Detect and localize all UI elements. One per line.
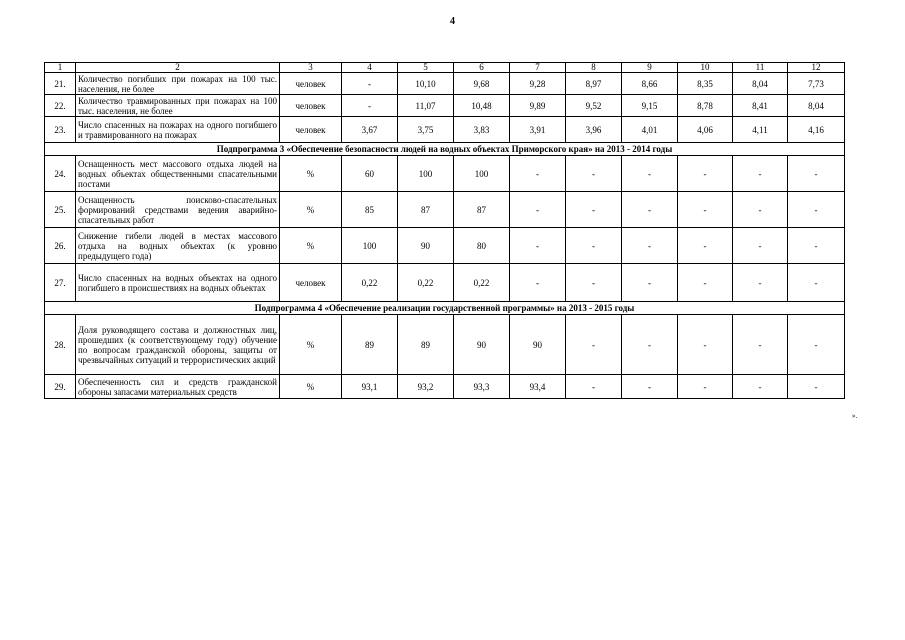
column-header: 12 <box>788 63 845 73</box>
value-cell: 89 <box>398 315 454 375</box>
value-cell: - <box>566 156 622 192</box>
value-cell: - <box>678 192 733 228</box>
value-cell: 100 <box>342 228 398 264</box>
unit-cell: % <box>280 228 342 264</box>
table-row <box>45 375 845 399</box>
table-row <box>45 228 845 264</box>
value-cell: - <box>678 228 733 264</box>
indicator-name: Количество погибших при пожарах на 100 тыс. населения, не более <box>76 73 280 95</box>
value-cell: 8,41 <box>733 95 788 117</box>
value-cell: - <box>622 264 678 302</box>
value-cell: 87 <box>398 192 454 228</box>
value-cell: 8,78 <box>678 95 733 117</box>
value-cell: 3,91 <box>510 117 566 143</box>
value-cell: - <box>622 315 678 375</box>
value-cell: - <box>733 228 788 264</box>
table-row <box>45 117 845 143</box>
indicator-name: Число спасенных на пожарах на одного погибшего и травмированного на пожарах <box>76 117 280 143</box>
value-cell: 100 <box>454 156 510 192</box>
value-cell: - <box>788 228 845 264</box>
unit-cell: % <box>280 156 342 192</box>
value-cell: 89 <box>342 315 398 375</box>
value-cell: - <box>678 315 733 375</box>
value-cell: 0,22 <box>342 264 398 302</box>
indicator-name: Оснащенность поисково-спасательных формирований средствами ведения аварийно-спасательных работ <box>76 192 280 228</box>
value-cell: - <box>788 264 845 302</box>
row-number: 22. <box>45 95 76 117</box>
value-cell: 0,22 <box>454 264 510 302</box>
page-number: 4 <box>450 16 455 27</box>
value-cell: 100 <box>398 156 454 192</box>
value-cell: - <box>622 156 678 192</box>
value-cell: 4,06 <box>678 117 733 143</box>
value-cell: - <box>566 264 622 302</box>
row-number: 27. <box>45 264 76 302</box>
value-cell: 4,11 <box>733 117 788 143</box>
row-number: 29. <box>45 375 76 399</box>
value-cell: - <box>566 375 622 399</box>
column-header: 11 <box>733 63 788 73</box>
value-cell: - <box>566 315 622 375</box>
column-header: 10 <box>678 63 733 73</box>
value-cell: 9,52 <box>566 95 622 117</box>
value-cell: - <box>342 73 398 95</box>
value-cell: - <box>733 156 788 192</box>
value-cell: - <box>510 156 566 192</box>
table-row <box>45 315 845 375</box>
table-row <box>45 156 845 192</box>
value-cell: 8,35 <box>678 73 733 95</box>
value-cell: - <box>733 375 788 399</box>
value-cell: 85 <box>342 192 398 228</box>
column-header: 2 <box>76 63 280 73</box>
value-cell: - <box>678 264 733 302</box>
value-cell: - <box>678 375 733 399</box>
unit-cell: % <box>280 375 342 399</box>
column-header: 8 <box>566 63 622 73</box>
unit-cell: % <box>280 315 342 375</box>
subprogram-title: Подпрограмма 3 «Обеспечение безопасности людей на водных объектах Приморского края» на 2013 - 2014 годы <box>45 143 845 156</box>
indicator-name: Оснащенность мест массового отдыха людей на водных объектах общественными спасательными постами <box>76 156 280 192</box>
value-cell: 87 <box>454 192 510 228</box>
value-cell: 93,4 <box>510 375 566 399</box>
value-cell: 10,48 <box>454 95 510 117</box>
value-cell: 10,10 <box>398 73 454 95</box>
column-header-row <box>45 63 845 73</box>
value-cell: 8,04 <box>733 73 788 95</box>
value-cell: 8,66 <box>622 73 678 95</box>
value-cell: - <box>510 264 566 302</box>
table-row <box>45 264 845 302</box>
value-cell: 9,89 <box>510 95 566 117</box>
value-cell: 93,1 <box>342 375 398 399</box>
value-cell: 3,83 <box>454 117 510 143</box>
value-cell: - <box>342 95 398 117</box>
value-cell: 90 <box>454 315 510 375</box>
table-row <box>45 73 845 95</box>
subprogram-header-row <box>45 143 845 156</box>
value-cell: 9,28 <box>510 73 566 95</box>
column-header: 7 <box>510 63 566 73</box>
value-cell: 93,3 <box>454 375 510 399</box>
margin-mark: ». <box>852 412 858 420</box>
row-number: 23. <box>45 117 76 143</box>
value-cell: 60 <box>342 156 398 192</box>
subprogram-title: Подпрограмма 4 «Обеспечение реализации государственной программы» на 2013 - 2015 годы <box>45 302 845 315</box>
value-cell: 90 <box>398 228 454 264</box>
unit-cell: человек <box>280 117 342 143</box>
column-header: 3 <box>280 63 342 73</box>
value-cell: - <box>733 192 788 228</box>
value-cell: 4,01 <box>622 117 678 143</box>
table-row <box>45 192 845 228</box>
value-cell: 9,15 <box>622 95 678 117</box>
value-cell: - <box>733 315 788 375</box>
unit-cell: человек <box>280 264 342 302</box>
value-cell: 80 <box>454 228 510 264</box>
value-cell: 7,73 <box>788 73 845 95</box>
value-cell: 8,97 <box>566 73 622 95</box>
value-cell: 11,07 <box>398 95 454 117</box>
value-cell: 9,68 <box>454 73 510 95</box>
value-cell: 90 <box>510 315 566 375</box>
unit-cell: % <box>280 192 342 228</box>
column-header: 1 <box>45 63 76 73</box>
row-number: 21. <box>45 73 76 95</box>
value-cell: - <box>788 375 845 399</box>
row-number: 26. <box>45 228 76 264</box>
value-cell: - <box>788 192 845 228</box>
value-cell: - <box>510 192 566 228</box>
value-cell: 3,67 <box>342 117 398 143</box>
indicator-name: Снижение гибели людей в местах массового отдыха на водных объектах (к уровню предыдущего года) <box>76 228 280 264</box>
value-cell: - <box>622 228 678 264</box>
value-cell: 4,16 <box>788 117 845 143</box>
indicator-name: Количество травмированных при пожарах на 100 тыс. населения, не более <box>76 95 280 117</box>
row-number: 24. <box>45 156 76 192</box>
column-header: 9 <box>622 63 678 73</box>
table-body <box>45 63 845 399</box>
value-cell: 3,96 <box>566 117 622 143</box>
value-cell: - <box>788 156 845 192</box>
row-number: 25. <box>45 192 76 228</box>
subprogram-header-row <box>45 302 845 315</box>
value-cell: - <box>788 315 845 375</box>
row-number: 28. <box>45 315 76 375</box>
value-cell: - <box>566 192 622 228</box>
value-cell: - <box>678 156 733 192</box>
value-cell: 8,04 <box>788 95 845 117</box>
column-header: 5 <box>398 63 454 73</box>
column-header: 6 <box>454 63 510 73</box>
value-cell: - <box>733 264 788 302</box>
table-row <box>45 95 845 117</box>
unit-cell: человек <box>280 73 342 95</box>
column-header: 4 <box>342 63 398 73</box>
value-cell: - <box>510 228 566 264</box>
indicator-name: Число спасенных на водных объектах на одного погибшего в происшествиях на водных объектах <box>76 264 280 302</box>
value-cell: - <box>566 228 622 264</box>
value-cell: - <box>622 192 678 228</box>
value-cell: 0,22 <box>398 264 454 302</box>
indicator-name: Обеспеченность сил и средств гражданской обороны запасами материальных средств <box>76 375 280 399</box>
indicator-name: Доля руководящего состава и должностных лиц, прошедших (к соответствующему году) обучение по вопросам гражданской обороны, защиты от чрезвычайных ситуаций и террористических акций <box>76 315 280 375</box>
value-cell: - <box>622 375 678 399</box>
unit-cell: человек <box>280 95 342 117</box>
indicators-table <box>44 62 845 399</box>
value-cell: 3,75 <box>398 117 454 143</box>
value-cell: 93,2 <box>398 375 454 399</box>
